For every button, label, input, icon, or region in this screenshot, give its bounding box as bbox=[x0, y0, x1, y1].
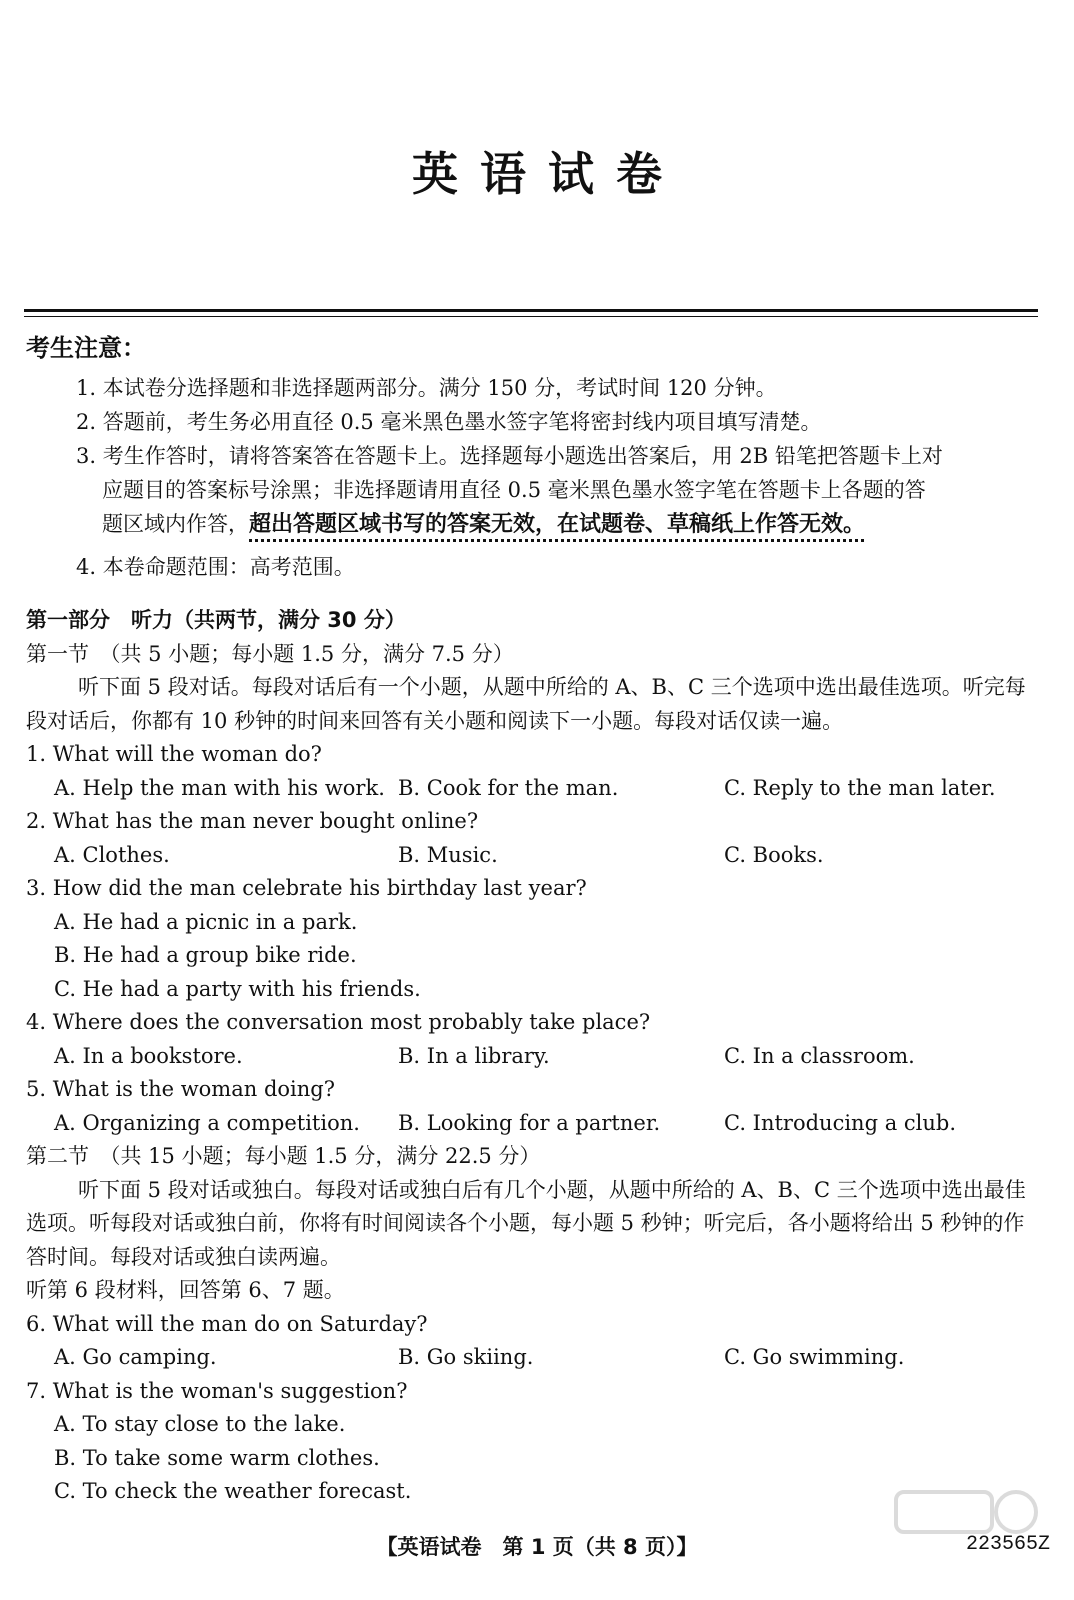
option-b: B. To take some warm clothes. bbox=[54, 1445, 380, 1470]
material-6-heading: 听第 6 段材料，回答第 6、7 题。 bbox=[26, 1278, 345, 1302]
question-1-options bbox=[26, 772, 1044, 806]
question-6: 6. What will the man do on Saturday? bbox=[26, 1311, 428, 1336]
header-rule-thin bbox=[24, 316, 1038, 317]
notice-item-2: 2. 答题前，考生务必用直径 0.5 毫米黑色墨水签字笔将密封线内项目填写清楚。 bbox=[76, 410, 822, 434]
option-c: C. He had a party with his friends. bbox=[54, 976, 421, 1001]
question-7: 7. What is the woman's suggestion? bbox=[26, 1378, 408, 1403]
option-a: A. To stay close to the lake. bbox=[54, 1412, 346, 1436]
notice-item-1: 1. 本试卷分选择题和非选择题两部分。满分 150 分，考试时间 120 分钟。 bbox=[76, 376, 777, 400]
question-6-options bbox=[26, 1341, 1044, 1375]
option-b: B. Music. bbox=[398, 842, 498, 867]
option-b: B. Cook for the man. bbox=[398, 775, 619, 800]
option-b: B. He had a group bike ride. bbox=[54, 943, 357, 967]
notice-item-3-text: 题区域内作答， bbox=[102, 512, 249, 536]
option-c: C. To check the weather forecast. bbox=[54, 1479, 412, 1503]
notice-item-3-emphasis: 超出答题区域书写的答案无效，在试题卷、草稿纸上作答无效。 bbox=[249, 512, 866, 537]
option-b: B. In a library. bbox=[398, 1043, 550, 1068]
listening-section bbox=[26, 604, 1044, 1509]
option-c: C. Go swimming. bbox=[724, 1345, 905, 1369]
option-a: A. Help the man with his work. bbox=[54, 775, 385, 800]
notice-item-3-line-3 bbox=[26, 507, 1046, 542]
notice-heading: 考生注意： bbox=[26, 334, 146, 362]
option-a: A. Clothes. bbox=[54, 842, 170, 867]
question-2: 2. What has the man never bought online? bbox=[26, 809, 479, 833]
section-two-title: 第二节 （共 15 小题；每小题 1.5 分，满分 22.5 分） bbox=[26, 1144, 541, 1168]
page-footer: 【英语试卷 第 1 页（共 8 页）】 bbox=[376, 1535, 698, 1559]
option-b: B. Looking for a partner. bbox=[398, 1110, 661, 1135]
option-c: C. Introducing a club. bbox=[724, 1110, 957, 1135]
notice-item-4: 4. 本卷命题范围：高考范围。 bbox=[76, 555, 355, 579]
option-c: C. In a classroom. bbox=[724, 1043, 915, 1068]
section-one-instructions: 听下面 5 段对话。每段对话后有一个小题，从题中所给的 A、B、C 三个选项中选出最佳选项。听完每段对话后，你都有 10 秒钟的时间来回答有关小题和阅读下一小题。每段对话仅读一遍。 bbox=[26, 675, 1026, 733]
question-1: 1. What will the woman do? bbox=[26, 742, 322, 766]
option-a: A. Organizing a competition. bbox=[54, 1110, 360, 1135]
notice-item-3-line-2: 应题目的答案标号涂黑；非选择题请用直径 0.5 毫米黑色墨水签字笔在答题卡上各题的答 bbox=[102, 478, 926, 502]
option-c: C. Reply to the man later. bbox=[724, 775, 996, 800]
header-rule-thick bbox=[24, 309, 1038, 312]
question-2-options bbox=[26, 839, 1044, 873]
option-a: A. In a bookstore. bbox=[54, 1043, 243, 1068]
question-4-options bbox=[26, 1040, 1044, 1074]
notice-item-3-line-1: 3. 考生作答时，请将答案答在答题卡上。选择题每小题选出答案后，用 2B 铅笔把答题卡上对 bbox=[76, 444, 943, 468]
question-5: 5. What is the woman doing? bbox=[26, 1077, 335, 1101]
option-a: A. Go camping. bbox=[54, 1345, 217, 1369]
question-4: 4. Where does the conversation most probably take place? bbox=[26, 1010, 651, 1034]
candidate-notice bbox=[26, 328, 1046, 584]
exam-code: 223565Z bbox=[965, 1533, 1050, 1556]
question-3: 3. How did the man celebrate his birthday last year? bbox=[26, 876, 587, 900]
part-one-title: 第一部分 听力（共两节，满分 30 分） bbox=[26, 608, 406, 632]
question-5-options bbox=[26, 1107, 1044, 1141]
page-title: 英语试卷 bbox=[412, 147, 684, 201]
section-one-title: 第一节 （共 5 小题；每小题 1.5 分，满分 7.5 分） bbox=[26, 641, 514, 666]
option-c: C. Books. bbox=[724, 842, 824, 867]
option-a: A. He had a picnic in a park. bbox=[54, 909, 358, 934]
option-b: B. Go skiing. bbox=[398, 1345, 534, 1369]
section-two-instructions: 听下面 5 段对话或独白。每段对话或独白后有几个小题，从题中所给的 A、B、C 三个选项中选出最佳选项。听每段对话或独白前，你将有时间阅读各个小题，每小题 5 秒钟；听完后，各小题将给出 5 秒钟的作答时间。每段对话或独白读两遍。 bbox=[26, 1177, 1026, 1269]
